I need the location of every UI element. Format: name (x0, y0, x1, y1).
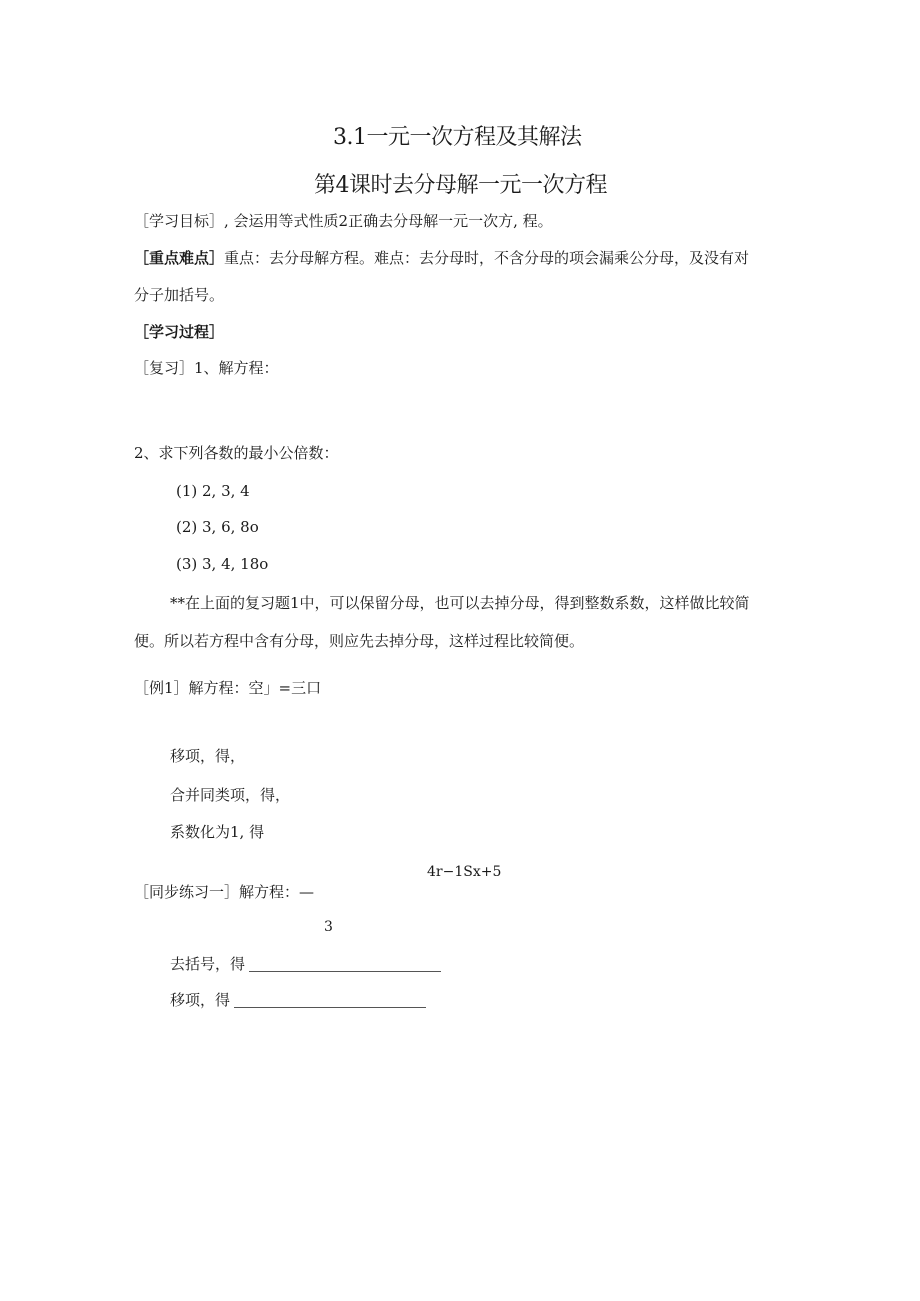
key-points-continued: 分子加括号。 (134, 286, 225, 304)
answer-blank-2[interactable] (234, 993, 426, 1008)
practice-label: ［同步练习一］解方程：— (134, 883, 315, 901)
example-step-2: 合并同类项，得， (170, 786, 291, 804)
key-points (134, 248, 749, 268)
process-heading: ［学习过程］ (134, 323, 225, 341)
page-subtitle: 第4课时去分母解一元一次方程 (314, 173, 607, 198)
key-points-text: 重点：去分母解方程。难点：去分母时，不含分母的项会漏乘公分母，及没有对 (224, 249, 750, 267)
practice-denominator: 3 (324, 919, 333, 935)
example-step-1: 移项，得， (170, 747, 246, 765)
practice-step-1-label: 去括号，得 (170, 955, 246, 973)
review-item-2: (2) 3, 6, 8o (176, 518, 259, 536)
practice-numerator: 4r−1Sx+5 (427, 864, 502, 880)
practice-step-2-label: 移项，得 (170, 991, 231, 1009)
key-points-label: ［重点难点］ (134, 249, 225, 267)
practice-step-2 (170, 990, 426, 1010)
page-title: 3.1一元一次方程及其解法 (333, 125, 582, 150)
example-step-3: 系数化为1, 得 (170, 823, 265, 841)
note-line-2: 便。所以若方程中含有分母，则应先去掉分母，这样过程比较简便。 (134, 632, 585, 650)
review-question-1: ［复习］1、解方程： (134, 359, 279, 377)
answer-blank-1[interactable] (249, 957, 441, 972)
review-item-1: (1) 2, 3, 4 (176, 482, 250, 500)
example-1-label: ［例1］解方程：空」=三口 (134, 679, 322, 697)
practice-step-1 (170, 954, 441, 974)
note-line-1: **在上面的复习题1中，可以保留分母，也可以去掉分母，得到整数系数，这样做比较简 (170, 594, 750, 612)
learning-objective: ［学习目标］, 会运用等式性质2正确去分母解一元一次方, 程。 (134, 212, 553, 230)
review-item-3: (3) 3, 4, 18o (176, 555, 269, 573)
review-question-2: 2、求下列各数的最小公倍数： (134, 444, 339, 462)
